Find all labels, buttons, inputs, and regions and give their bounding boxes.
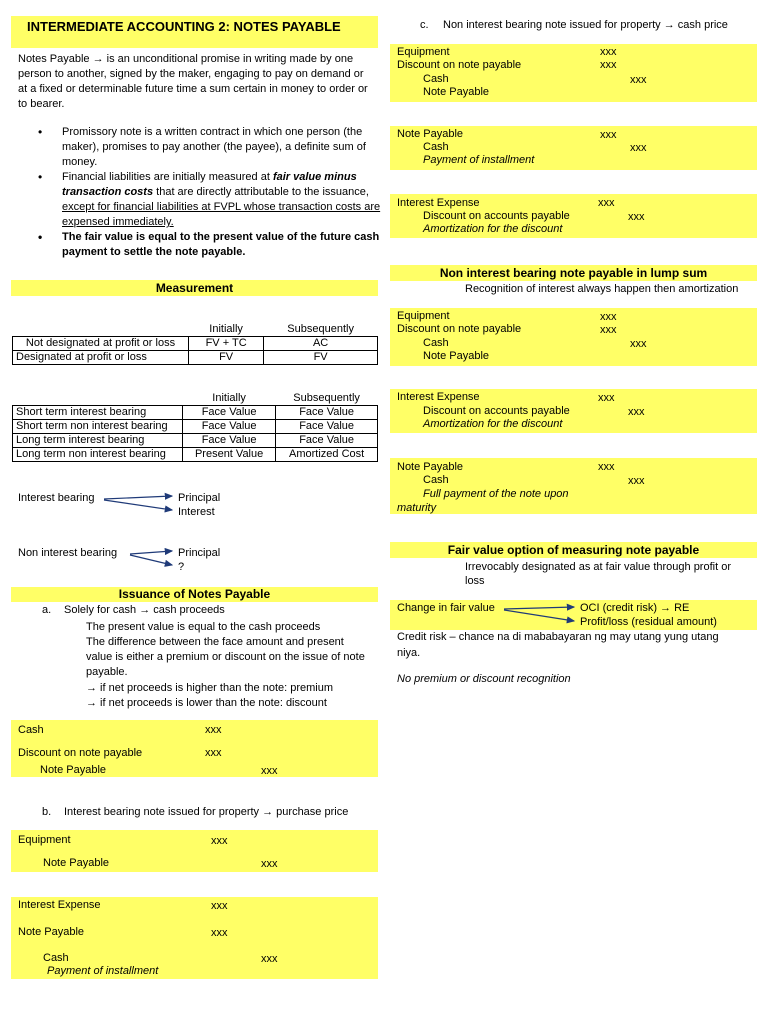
nib-unknown: ? (178, 561, 185, 573)
table-row: Long term non interest bearing Present Value Amortized Cost (13, 448, 378, 462)
fair-value-option-subtitle: Irrevocably designated as at fair value through profit or loss (465, 561, 731, 587)
bullet-fair-value: • The fair value is equal to the present value of the future cash payment to settle the note payable. (62, 230, 384, 260)
issuance-header: Issuance of Notes Payable (11, 587, 378, 602)
nib-principal: Principal (178, 547, 221, 559)
item-a-text-3: → if net proceeds is higher than the note: premium (86, 682, 334, 694)
journal-entry-amortization-1: Interest Expense xxx Discount on accounts payable xxx Amortization for the discount (390, 194, 757, 238)
journal-entry-full-payment: Note Payable xxx Cash xxx Full payment of the note upon maturity (390, 458, 757, 514)
fair-value-arrows (500, 600, 582, 628)
item-b-title: Interest bearing note issued for property → purchase price (64, 806, 349, 818)
journal-entry-cash-issuance: Cash xxx Discount on note payable xxx Note Payable xxx (11, 720, 378, 777)
fv-oci: OCI (credit risk) → RE (580, 602, 690, 614)
lump-sum-header: Non interest bearing note payable in lump sum (390, 265, 757, 281)
item-b-marker: b. (42, 806, 52, 818)
journal-entry-amortization-2: Interest Expense xxx Discount on accounts payable xxx Amortization for the discount (390, 389, 757, 433)
journal-entry-installment: Interest Expense xxx Note Payable xxx Cash xxx Payment of installment (11, 897, 378, 979)
notes-payable-definition: Notes Payable → is an unconditional promise in writing made by one person to another, signed by the maker, engaging to pay on demand or at a fixed or determinable future time a sum certain in money to order or to bearer. (18, 53, 368, 110)
table-row: Not designated at profit or loss FV + TC AC (13, 337, 378, 351)
bullet-financial-liabilities: • Financial liabilities are initially measured at fair value minus transaction costs that are directly attributable to the issuance, except for financial liabilities at FVPL whose transaction costs are expensed immediately. (62, 170, 384, 230)
journal-entry-noninterest-property: Equipment xxx Discount on note payable xxx Cash xxx Note Payable (390, 44, 757, 102)
fair-value-option-header: Fair value option of measuring note payable (390, 542, 757, 558)
item-c-title: Non interest bearing note issued for property → cash price (443, 19, 728, 31)
measurement-table-type: Initially Subsequently Short term interest bearing Face Value Face Value Short term non interest bearing Face Value Face Value Long term interest bearing Face Value Face Value Long term non interest bearing Present Value Amortized Cost (12, 392, 378, 462)
credit-risk-note: Credit risk – chance na di mababayaran ng may utang yung utang niya. (397, 631, 719, 659)
item-a-text-1: The present value is equal to the cash proceeds (86, 621, 321, 633)
no-premium-note: No premium or discount recognition (397, 673, 571, 685)
interest-bearing-label: Interest bearing (18, 492, 95, 504)
journal-entry-installment-payment: Note Payable xxx Cash xxx Payment of installment (390, 126, 757, 170)
table-row: Short term interest bearing Face Value Face Value (13, 406, 378, 420)
table-row: Long term interest bearing Face Value Face Value (13, 434, 378, 448)
non-interest-bearing-arrows (126, 545, 180, 571)
page-title-text: INTERMEDIATE ACCOUNTING 2: NOTES PAYABLE (27, 19, 341, 34)
item-a-text-2: The difference between the face amount and present value is either a premium or discount on the issue of note payable. (86, 636, 365, 678)
fair-value-change-diagram (390, 600, 757, 630)
item-a-title: Solely for cash → cash proceeds (64, 604, 225, 616)
table-row: Short term non interest bearing Face Value Face Value (13, 420, 378, 434)
ib-principal: Principal (178, 492, 221, 504)
non-interest-bearing-label: Non interest bearing (18, 547, 118, 559)
item-a-text-4: → if net proceeds is lower than the note: discount (86, 697, 327, 709)
ib-interest: Interest (178, 506, 215, 518)
measurement-table-designation: Initially Subsequently Not designated at profit or loss FV + TC AC Designated at profit or loss FV FV (12, 323, 378, 365)
measurement-header: Measurement (11, 280, 378, 296)
item-c-marker: c. (420, 19, 429, 31)
interest-bearing-arrows (100, 490, 180, 516)
journal-entry-equipment: Equipment xxx Note Payable xxx (11, 830, 378, 872)
lump-sum-subtitle: Recognition of interest always happen then amortization (465, 283, 739, 295)
page-title (11, 16, 378, 48)
table-row: Designated at profit or loss FV FV (13, 351, 378, 365)
fv-change-label: Change in fair value (397, 602, 495, 614)
bullet-promissory-note: • Promissory note is a written contract in which one person (the maker), promises to pay another (the payee), a definite sum of money. (62, 125, 384, 170)
fv-profit-loss: Profit/loss (residual amount) (580, 616, 717, 628)
key-points-list (46, 125, 384, 260)
item-a-marker: a. (42, 604, 52, 616)
journal-entry-lump-sum-issue: Equipment xxx Discount on note payable xxx Cash xxx Note Payable (390, 308, 757, 366)
